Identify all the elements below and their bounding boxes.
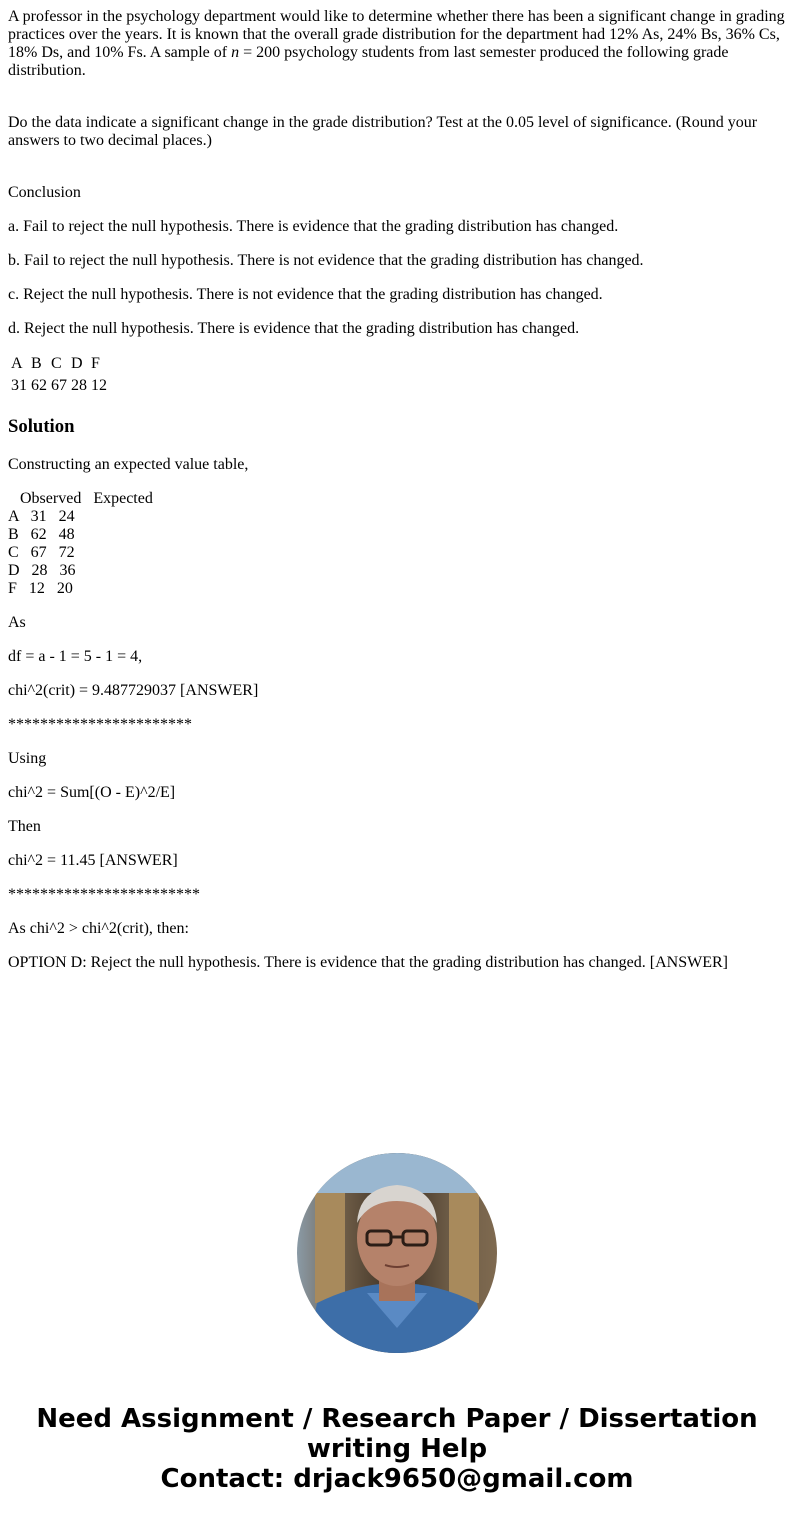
solution-step: Using: [8, 750, 47, 767]
document-body: [8, 8, 786, 988]
solution-step: OPTION D: Reject the null hypothesis. There is evidence that the grading distribution has changed. [ANSWER]: [8, 954, 728, 971]
solution-step: As chi^2 > chi^2(crit), then:: [8, 920, 189, 937]
option-a: a. Fail to reject the null hypothesis. There is evidence that the grading distribution has changed.: [8, 218, 619, 235]
question-prompt: Do the data indicate a significant change in the grade distribution? Test at the 0.05 level of significance. (Round your answers to two decimal places.): [8, 114, 758, 149]
footer-line: Need Assignment / Research Paper / Dissertation: [36, 1404, 758, 1434]
option-c: c. Reject the null hypothesis. There is not evidence that the grading distribution has changed.: [8, 286, 603, 303]
grade-header: C: [51, 355, 62, 372]
solution-step: chi^2 = Sum[(O - E)^2/E]: [8, 784, 176, 801]
table-row: [10, 376, 108, 396]
expected-value-table: Observed Expected A 31 24 B 62 48 C 67 72 D 28 36 F 12 20: [8, 490, 153, 597]
option-d: d. Reject the null hypothesis. There is evidence that the grading distribution has changed.: [8, 320, 580, 337]
question-intro: A professor in the psychology department would like to determine whether there has been a significant change in grading practices over the years. It is known that the overall grade distribution for the department had 12% As, 24% Bs, 36% Cs, 18% Ds, and 10% Fs. A sample of n = 200 psychology students from last semester produced the following grade distribution.: [8, 8, 785, 79]
solution-step: chi^2 = 11.45 [ANSWER]: [8, 852, 178, 869]
grade-header: A: [11, 355, 23, 372]
footer-line: writing Help: [306, 1434, 488, 1464]
solution-step: As: [8, 614, 26, 631]
contact-email: Contact: drjack9650@gmail.com: [160, 1464, 634, 1494]
grade-header: B: [31, 355, 42, 372]
solution-step: ***********************: [8, 716, 192, 733]
conclusion-label: Conclusion: [8, 184, 81, 201]
grade-count: 31: [11, 377, 27, 394]
sample-size-variable: n: [231, 44, 240, 61]
grade-header: D: [71, 355, 83, 372]
solution-step: chi^2(crit) = 9.487729037 [ANSWER]: [8, 682, 259, 699]
person-portrait-icon: [297, 1153, 497, 1353]
solution-step: Then: [8, 818, 41, 835]
grade-count: 12: [91, 377, 107, 394]
option-b: b. Fail to reject the null hypothesis. There is not evidence that the grading distribution has changed.: [8, 252, 644, 269]
grade-header: F: [91, 355, 100, 372]
solution-step: ************************: [8, 886, 200, 903]
grade-distribution-table: [8, 352, 110, 398]
author-photo: [297, 1153, 497, 1353]
table-row: [10, 354, 108, 374]
grade-count: 28: [71, 377, 87, 394]
solution-heading: Solution: [8, 416, 75, 437]
solution-intro: Constructing an expected value table,: [8, 456, 249, 473]
solution-step: df = a - 1 = 5 - 1 = 4,: [8, 648, 143, 665]
contact-footer: [0, 1404, 794, 1494]
grade-count: 62: [31, 377, 47, 394]
grade-count: 67: [51, 377, 67, 394]
